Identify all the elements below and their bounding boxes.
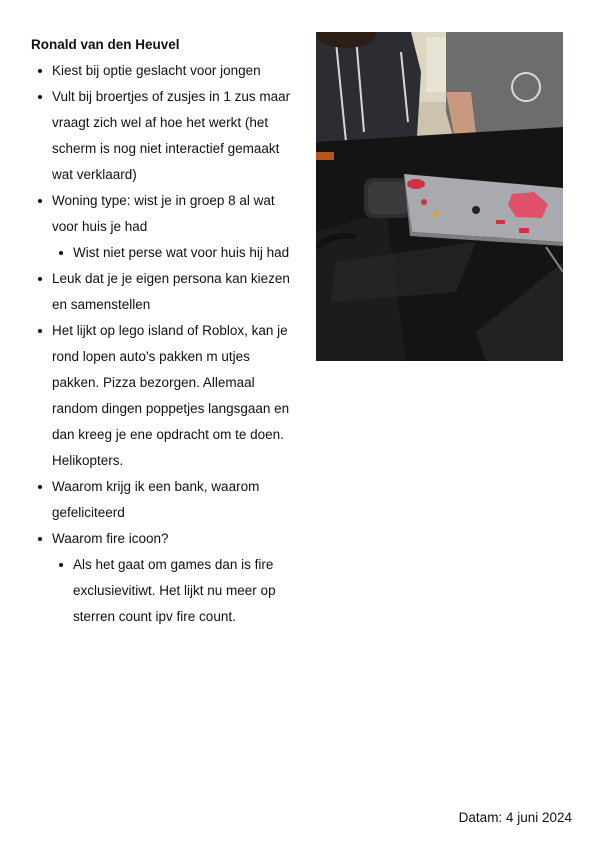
sub-list-item: Wist niet perse wat voor huis hij had — [52, 240, 293, 266]
list-item — [31, 188, 293, 266]
interview-notes — [31, 34, 293, 630]
list-item: Kiest bij optie geslacht voor jongen — [31, 58, 293, 84]
sub-list — [52, 552, 293, 630]
notes-list — [31, 58, 293, 630]
list-item: Vult bij broertjes of zusjes in 1 zus maar vraagt zich wel af hoe het werkt (het scherm is nog niet interactief gemaakt wat verklaard) — [31, 84, 293, 188]
session-photo — [316, 32, 563, 361]
document-date: Datam: 4 juni 2024 — [458, 810, 572, 825]
list-item — [31, 526, 293, 630]
list-item: Leuk dat je je eigen persona kan kiezen en samenstellen — [31, 266, 293, 318]
participant-name: Ronald van den Heuvel — [31, 37, 180, 52]
list-item: Het lijkt op lego island of Roblox, kan je rond lopen auto’s pakken m utjes pakken. Pizza bezorgen. Allemaal random dingen poppetjes langsgaan en dan kreeg je ene opdracht om te doen. Helikopters. — [31, 318, 293, 474]
sub-list — [52, 240, 293, 266]
list-item-text: Woning type: wist je in groep 8 al wat voor huis je had — [52, 193, 275, 234]
list-item: Waarom krijg ik een bank, waarom gefeliciteerd — [31, 474, 293, 526]
sub-list-item: Als het gaat om games dan is fire exclusievitiwt. Het lijkt nu meer op sterren count ipv fire count. — [52, 552, 293, 630]
list-item-text: Waarom fire icoon? — [52, 531, 169, 546]
